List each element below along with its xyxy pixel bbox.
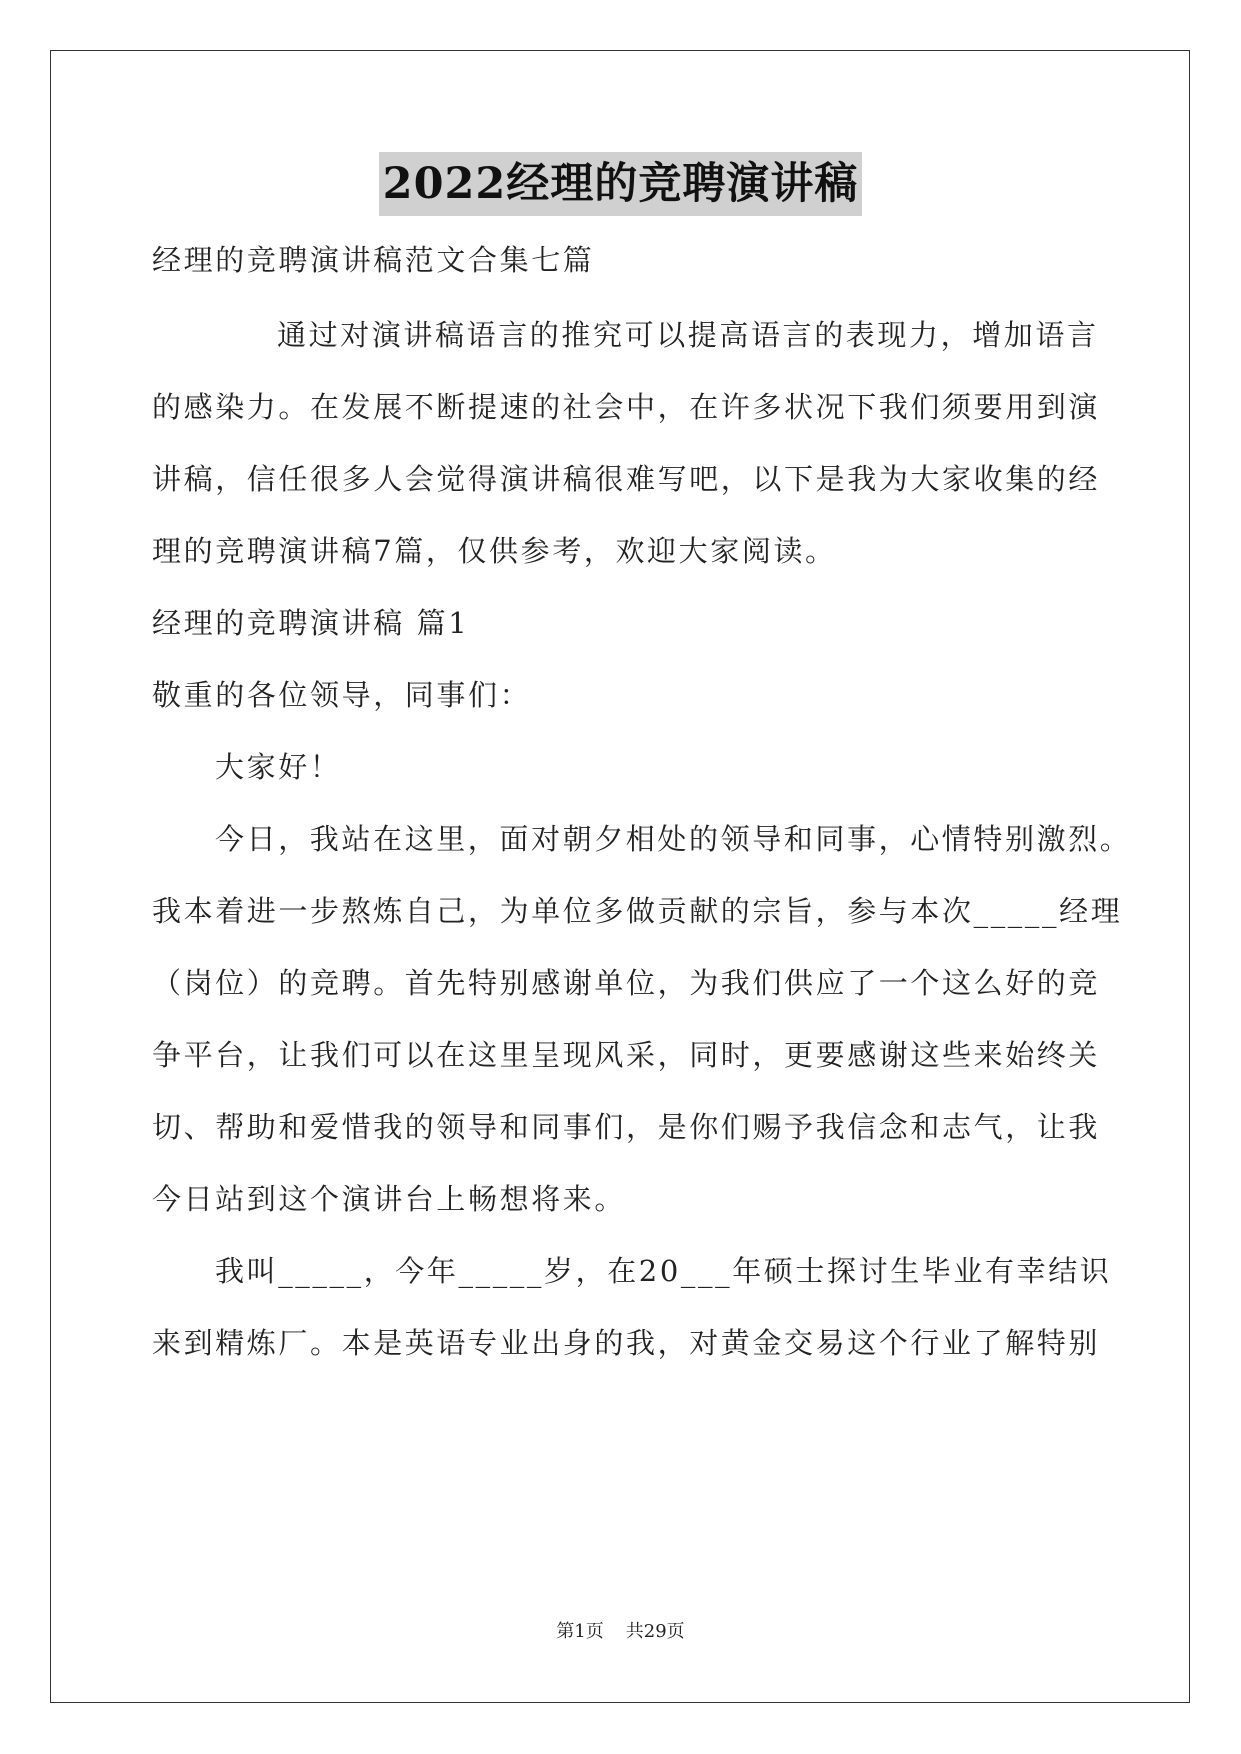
page-border bbox=[50, 50, 1190, 1703]
paragraph1-line-1: 今日，我站在这里，面对朝夕相处的领导和同事，心情特别激烈。 bbox=[215, 822, 1132, 856]
intro-line-1: 通过对演讲稿语言的推究可以提高语言的表现力，增加语言 bbox=[277, 318, 1099, 352]
paragraph1-line-6: 今日站到这个演讲台上畅想将来。 bbox=[152, 1182, 627, 1216]
paragraph1-line-3: （岗位）的竞聘。首先特别感谢单位，为我们供应了一个这么好的竞 bbox=[152, 966, 1101, 1000]
intro-line-3: 讲稿，信任很多人会觉得演讲稿很难写吧，以下是我为大家收集的经 bbox=[152, 462, 1101, 496]
intro-line-2: 的感染力。在发展不断提速的社会中，在许多状况下我们须要用到演 bbox=[152, 390, 1101, 424]
section-heading: 经理的竞聘演讲稿 篇1 bbox=[152, 606, 470, 640]
page-total: 共29页 bbox=[625, 1621, 685, 1642]
greeting: 大家好！ bbox=[215, 750, 342, 784]
paragraph1-line-5: 切、帮助和爱惜我的领导和同事们，是你们赐予我信念和志气，让我 bbox=[152, 1110, 1101, 1144]
document-title: 2022经理的竞聘演讲稿 bbox=[379, 152, 863, 216]
paragraph1-line-2: 我本着进一步熬炼自己，为单位多做贡献的宗旨，参与本次_____经理 bbox=[152, 894, 1123, 928]
salutation: 敬重的各位领导，同事们： bbox=[152, 678, 532, 712]
paragraph1-line-4: 争平台，让我们可以在这里呈现风采，同时，更要感谢这些来始终关 bbox=[152, 1038, 1101, 1072]
page-footer bbox=[0, 1620, 1241, 1644]
title-container bbox=[0, 152, 1241, 216]
paragraph2-line-2: 来到精炼厂。本是英语专业出身的我，对黄金交易这个行业了解特别 bbox=[152, 1326, 1101, 1360]
subtitle: 经理的竞聘演讲稿范文合集七篇 bbox=[152, 243, 595, 277]
paragraph2-line-1: 我叫_____，今年_____岁，在20___年硕士探讨生毕业有幸结识 bbox=[215, 1254, 1112, 1288]
page-number: 第1页 bbox=[556, 1621, 604, 1642]
intro-line-4: 理的竞聘演讲稿7篇，仅供参考，欢迎大家阅读。 bbox=[152, 534, 837, 568]
